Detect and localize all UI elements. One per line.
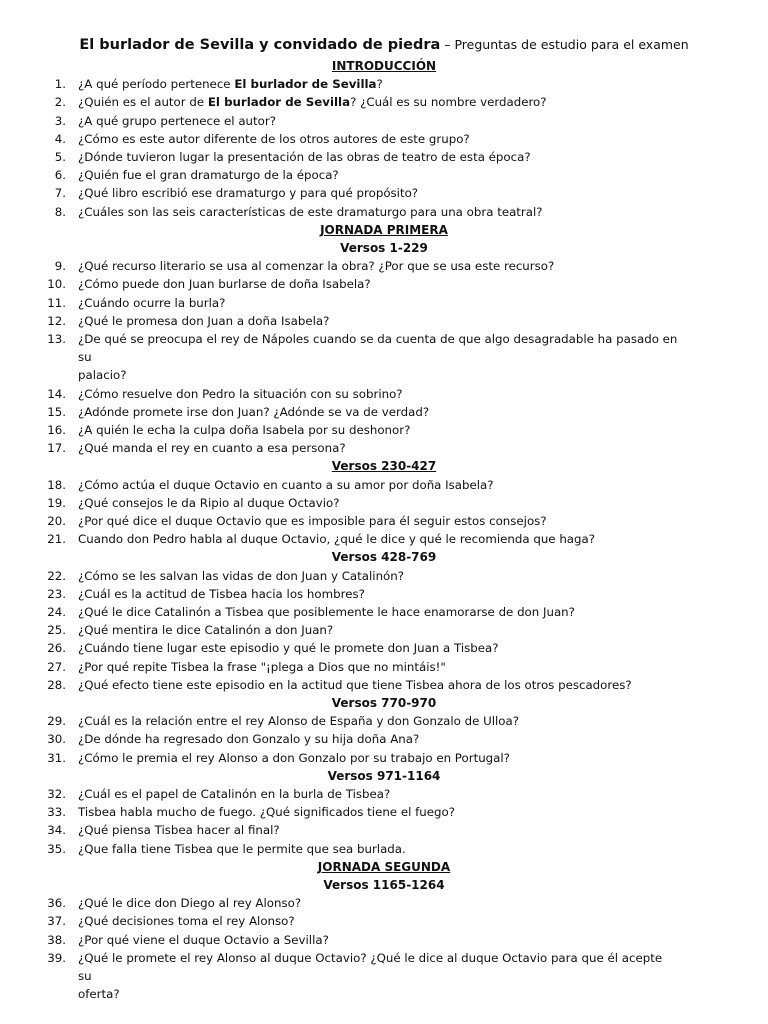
question-text-part: ¿Qué recurso literario se usa al comenzar la obra? ¿Por que se usa este recurso? [78, 259, 555, 274]
question-number: 7. [54, 186, 66, 201]
question-item [0, 676, 768, 694]
question-item [0, 712, 768, 730]
question-text [78, 894, 678, 912]
question-number: 20. [47, 514, 66, 529]
question-number: 36. [47, 896, 66, 911]
section-heading [0, 767, 768, 785]
section-heading [0, 57, 768, 75]
question-text [78, 603, 678, 621]
question-text-part: oferta? [78, 987, 120, 1002]
question-text [78, 366, 678, 384]
question-text-part: ¿Qué piensa Tisbea hacer al final? [78, 823, 280, 838]
section-heading [0, 221, 768, 239]
question-text [78, 676, 678, 694]
question-text-part: ¿De qué se preocupa el rey de Nápoles cuando se da cuenta de que algo desagradable ha pasado en su [78, 332, 678, 365]
question-text [78, 112, 678, 130]
document-subtitle: Preguntas de estudio para el examen [454, 37, 689, 52]
question-text-part: ? [376, 77, 383, 92]
question-number: 10. [47, 277, 66, 292]
question-text-part: ¿Cómo le premia el rey Alonso a don Gonzalo por su trabajo en Portugal? [78, 750, 510, 765]
question-item [0, 403, 768, 421]
document-title-line [0, 36, 768, 54]
question-number: 35. [47, 841, 66, 856]
question-item [0, 931, 768, 949]
section-heading-text: JORNADA SEGUNDA [317, 859, 451, 874]
question-text-part: ¿Cómo actúa el duque Octavio en cuanto a su amor por doña Isabela? [78, 477, 494, 492]
question-text [78, 567, 678, 585]
question-item [0, 366, 768, 384]
section-heading [0, 876, 768, 894]
question-item [0, 385, 768, 403]
question-text-part: ¿Cómo puede don Juan burlarse de doña Isabela? [78, 277, 371, 292]
question-item [0, 785, 768, 803]
section-heading [0, 694, 768, 712]
question-text-part: ¿Qué efecto tiene este episodio en la actitud que tiene Tisbea ahora de los otros pescadores? [78, 677, 632, 692]
question-item [0, 912, 768, 930]
question-text-part: ¿Qué le dice Catalinón a Tisbea que posiblemente le hace enamorarse de don Juan? [78, 605, 575, 620]
question-text-part: ¿Por qué repite Tisbea la frase "¡plega a Dios que no mintáis!" [78, 659, 446, 674]
question-text-part: ¿Quién fue el gran dramaturgo de la época? [78, 168, 339, 183]
question-item [0, 749, 768, 767]
question-text [78, 530, 678, 548]
question-text [78, 257, 678, 275]
question-number: 26. [47, 641, 66, 656]
question-number: 34. [47, 823, 66, 838]
question-item [0, 330, 768, 366]
question-text-part: ¿Qué consejos le da Ripio al duque Octavio? [78, 495, 340, 510]
question-item [0, 275, 768, 293]
question-item [0, 257, 768, 275]
question-number: 18. [47, 477, 66, 492]
question-item [0, 75, 768, 93]
question-text [78, 203, 678, 221]
section-heading-text: Versos 1-229 [340, 241, 428, 255]
question-number: 23. [47, 586, 66, 601]
question-text-part: ¿Qué libro escribió ese dramaturgo y para qué propósito? [78, 186, 419, 201]
question-text [78, 166, 678, 184]
question-item [0, 894, 768, 912]
question-text-part: ¿Que falla tiene Tisbea que le permite que sea burlada. [78, 841, 406, 856]
question-item [0, 985, 768, 1003]
question-item [0, 821, 768, 839]
question-text-part: ¿Cómo se les salvan las vidas de don Juan y Catalinón? [78, 568, 405, 583]
question-text [78, 749, 678, 767]
question-text [78, 494, 678, 512]
question-number: 25. [47, 623, 66, 638]
question-text [78, 312, 678, 330]
section-heading-text: Versos 230-427 [331, 459, 437, 474]
question-text [78, 621, 678, 639]
question-number: 31. [47, 750, 66, 765]
question-number: 9. [54, 259, 66, 274]
question-number: 6. [54, 168, 66, 183]
question-text [78, 403, 678, 421]
question-item [0, 949, 768, 985]
question-text-part: ¿De dónde ha regresado don Gonzalo y su hija doña Ana? [78, 732, 420, 747]
question-text [78, 785, 678, 803]
question-number: 14. [47, 386, 66, 401]
question-text [78, 439, 678, 457]
question-number: 29. [47, 714, 66, 729]
question-text-part: ¿Cuáles son las seis características de este dramaturgo para una obra teatral? [78, 204, 543, 219]
question-text [78, 985, 678, 1003]
question-number: 12. [47, 313, 66, 328]
question-item [0, 621, 768, 639]
question-text-part: ¿Por qué dice el duque Octavio que es imposible para él seguir estos consejos? [78, 514, 547, 529]
question-number: 28. [47, 677, 66, 692]
question-text [78, 385, 678, 403]
question-text [78, 294, 678, 312]
question-item [0, 312, 768, 330]
question-text-part: ¿Por qué viene el duque Octavio a Sevilla? [78, 932, 329, 947]
question-text-part: ¿Qué le dice don Diego al rey Alonso? [78, 896, 302, 911]
question-item [0, 184, 768, 202]
question-text [78, 275, 678, 293]
question-item [0, 603, 768, 621]
question-number: 15. [47, 404, 66, 419]
question-number: 19. [47, 495, 66, 510]
question-number: 16. [47, 423, 66, 438]
question-text-part: ¿Qué decisiones toma el rey Alonso? [78, 914, 295, 929]
question-item [0, 130, 768, 148]
question-text-part: ¿Qué le promete el rey Alonso al duque Octavio? ¿Qué le dice al duque Octavio para que él acepte su [78, 950, 663, 984]
question-text-part: ¿Cuándo ocurre la burla? [78, 295, 226, 310]
question-item [0, 567, 768, 585]
question-number: 33. [47, 805, 66, 820]
question-text [78, 803, 678, 821]
question-number: 2. [54, 95, 66, 110]
question-text [78, 840, 678, 858]
question-number: 30. [47, 732, 66, 747]
question-item [0, 203, 768, 221]
question-item [0, 639, 768, 657]
question-text [78, 476, 678, 494]
question-item [0, 530, 768, 548]
question-text-part: Cuando don Pedro habla al duque Octavio, ¿qué le dice y qué le recomienda que haga? [78, 532, 596, 547]
question-item [0, 803, 768, 821]
section-heading [0, 457, 768, 475]
question-number: 32. [47, 787, 66, 802]
question-text-part: ¿Cómo resuelve don Pedro la situación con su sobrino? [78, 386, 403, 401]
section-heading [0, 858, 768, 876]
question-text-part: ¿Quién es el autor de [78, 95, 208, 110]
question-text [78, 93, 678, 111]
question-text-part: ¿Qué le promesa don Juan a doña Isabela? [78, 313, 330, 328]
section-heading [0, 548, 768, 566]
section-heading-text: Versos 971-1164 [327, 768, 441, 783]
question-item [0, 148, 768, 166]
question-item [0, 512, 768, 530]
question-item [0, 585, 768, 603]
section-heading-text: INTRODUCCIÓN [331, 59, 437, 73]
question-item [0, 439, 768, 457]
question-text-part: ¿Cuándo tiene lugar este episodio y qué le promete don Juan a Tisbea? [78, 641, 499, 656]
question-item [0, 93, 768, 111]
question-text [78, 821, 678, 839]
question-text [78, 639, 678, 657]
question-text [78, 184, 678, 202]
section-heading-text: JORNADA PRIMERA [320, 222, 448, 237]
question-number: 11. [47, 295, 66, 310]
question-text-part: ¿A qué grupo pertenece el autor? [78, 113, 276, 128]
question-item [0, 112, 768, 130]
section-heading-text: Versos 428-769 [331, 550, 437, 565]
question-text-part: ¿Cuál es la actitud de Tisbea hacia los hombres? [78, 586, 365, 601]
section-heading-text: Versos 1165-1264 [323, 878, 445, 893]
question-text [78, 912, 678, 930]
document-title: El burlador de Sevilla y convidado de piedra [79, 37, 441, 53]
question-text-part: palacio? [78, 368, 127, 383]
question-item [0, 166, 768, 184]
question-text-part: ¿A qué período pertenece [78, 77, 235, 92]
question-number: 27. [47, 659, 66, 674]
question-text-part: Tisbea habla mucho de fuego. ¿Qué significados tiene el fuego? [78, 805, 455, 820]
section-heading [0, 239, 768, 257]
question-text-part: ¿Qué mentira le dice Catalinón a don Juan? [78, 623, 334, 638]
question-number: 22. [47, 568, 66, 583]
question-number: 24. [47, 605, 66, 620]
question-item [0, 658, 768, 676]
title-separator: – [440, 37, 455, 52]
question-text [78, 421, 678, 439]
question-text-part: ¿Cuál es el papel de Catalinón en la burla de Tisbea? [78, 787, 391, 802]
question-item [0, 840, 768, 858]
question-number: 5. [54, 150, 66, 164]
question-text [78, 585, 678, 603]
question-text-part: ¿Qué manda el rey en cuanto a esa persona? [78, 441, 346, 456]
question-item [0, 494, 768, 512]
question-number: 1. [54, 77, 66, 92]
question-number: 37. [47, 914, 66, 929]
question-number: 8. [54, 204, 66, 219]
question-number: 13. [47, 332, 66, 346]
question-number [0, 366, 66, 384]
question-text [78, 75, 678, 93]
question-text [78, 712, 678, 730]
question-text [78, 148, 678, 166]
question-list [0, 57, 768, 1003]
question-number: 4. [54, 131, 66, 146]
question-number: 39. [47, 950, 66, 965]
question-text [78, 512, 678, 530]
book-title-bold: El burlador de Sevilla [207, 95, 351, 110]
question-item [0, 476, 768, 494]
book-title-bold: El burlador de Sevilla [234, 77, 377, 92]
question-text-part: ¿Cuál es la relación entre el rey Alonso de España y don Gonzalo de Ulloa? [78, 714, 520, 729]
question-text-part: ¿Dónde tuvieron lugar la presentación de las obras de teatro de esta época? [78, 150, 531, 164]
question-number [0, 985, 66, 1003]
question-text-part: ? ¿Cuál es su nombre verdadero? [350, 95, 547, 110]
question-number: 38. [47, 932, 66, 947]
question-item [0, 421, 768, 439]
question-number: 17. [47, 441, 66, 456]
question-text [78, 949, 678, 985]
question-number: 3. [54, 113, 66, 128]
question-item [0, 730, 768, 748]
question-text [78, 730, 678, 748]
question-text-part: ¿Adónde promete irse don Juan? ¿Adónde se va de verdad? [78, 404, 430, 419]
question-text-part: ¿A quién le echa la culpa doña Isabela por su deshonor? [78, 423, 411, 438]
question-text [78, 658, 678, 676]
section-heading-text: Versos 770-970 [331, 696, 437, 711]
question-item [0, 294, 768, 312]
question-text-part: ¿Cómo es este autor diferente de los otros autores de este grupo? [78, 131, 470, 146]
question-text [78, 130, 678, 148]
question-text [78, 330, 678, 366]
question-text [78, 931, 678, 949]
question-number: 21. [47, 532, 66, 547]
